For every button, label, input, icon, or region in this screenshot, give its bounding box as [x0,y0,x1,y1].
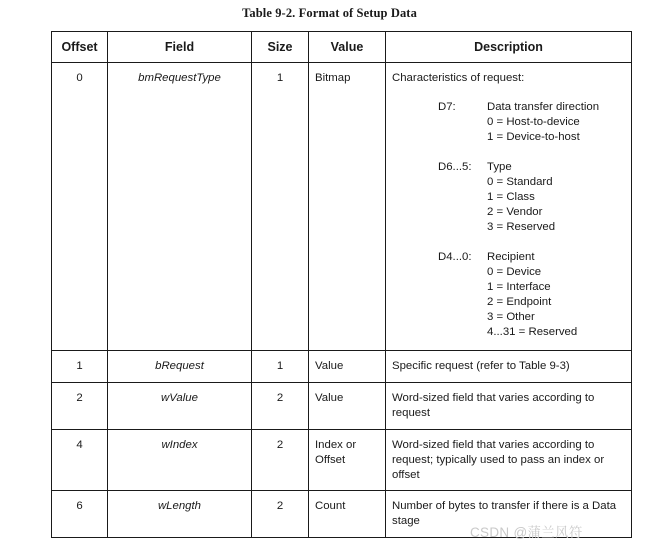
table-row [52,430,632,491]
bitgroup-bits: D6...5: [438,161,472,173]
cell-description: Word-sized field that varies according to request; typically used to pass an index or offset [386,430,632,491]
bitmap-breakdown [438,100,625,340]
cell-offset: 2 [52,383,108,430]
bitgroup-line: 0 = Host-to-device [487,116,580,128]
cell-size: 2 [252,383,309,430]
cell-offset: 6 [52,491,108,538]
cell-value: Bitmap [309,63,386,351]
bitgroup-line: 0 = Standard [487,176,553,188]
cell-description: Number of bytes to transfer if there is a Data stage [386,491,632,538]
bitgroup-bits: D4...0: [438,251,472,263]
table-row [52,63,632,351]
cell-size: 1 [252,351,309,383]
cell-description: Word-sized field that varies according to request [386,383,632,430]
watermark: CSDN @蒲兰风符 [470,525,583,540]
cell-size: 2 [252,430,309,491]
cell-field: wValue [108,383,252,430]
header-size: Size [252,32,309,63]
header-row [52,32,632,63]
bitgroup-line: Type [487,161,512,173]
cell-description [386,63,632,351]
cell-description: Specific request (refer to Table 9-3) [386,351,632,383]
cell-size: 1 [252,63,309,351]
cell-value: Index or Offset [309,430,386,491]
cell-size: 2 [252,491,309,538]
bitgroup-line: 3 = Reserved [487,221,556,233]
bitgroup-line: 0 = Device [487,266,542,278]
bitgroup-line: 1 = Class [487,191,535,203]
bitgroup-line: 2 = Vendor [487,206,543,218]
bitgroup-line: 1 = Device-to-host [487,131,580,143]
table-row [52,383,632,430]
bitgroup-d6-5 [438,160,625,235]
bitgroup-line: 4...31 = Reserved [487,326,578,338]
header-value: Value [309,32,386,63]
cell-offset: 0 [52,63,108,351]
cell-value: Count [309,491,386,538]
bitgroup-d7 [438,100,625,145]
header-field: Field [108,32,252,63]
table-caption: Table 9-2. Format of Setup Data [242,6,417,20]
bitgroup-bits: D7: [438,101,456,113]
bitgroup-line: 3 = Other [487,311,535,323]
cell-field: wIndex [108,430,252,491]
bitgroup-line: Recipient [487,251,535,263]
cell-offset: 4 [52,430,108,491]
cell-offset: 1 [52,351,108,383]
cell-field: bmRequestType [108,63,252,351]
setup-data-table [51,31,632,538]
cell-field: wLength [108,491,252,538]
cell-value: Value [309,383,386,430]
header-description: Description [386,32,632,63]
cell-value: Value [309,351,386,383]
bitgroup-line: 2 = Endpoint [487,296,552,308]
bitgroup-line: Data transfer direction [487,101,600,113]
table-row [52,351,632,383]
description-text: Characteristics of request: [392,72,525,84]
header-offset: Offset [52,32,108,63]
bitgroup-line: 1 = Interface [487,281,551,293]
bitgroup-d4-0 [438,250,625,340]
cell-field: bRequest [108,351,252,383]
